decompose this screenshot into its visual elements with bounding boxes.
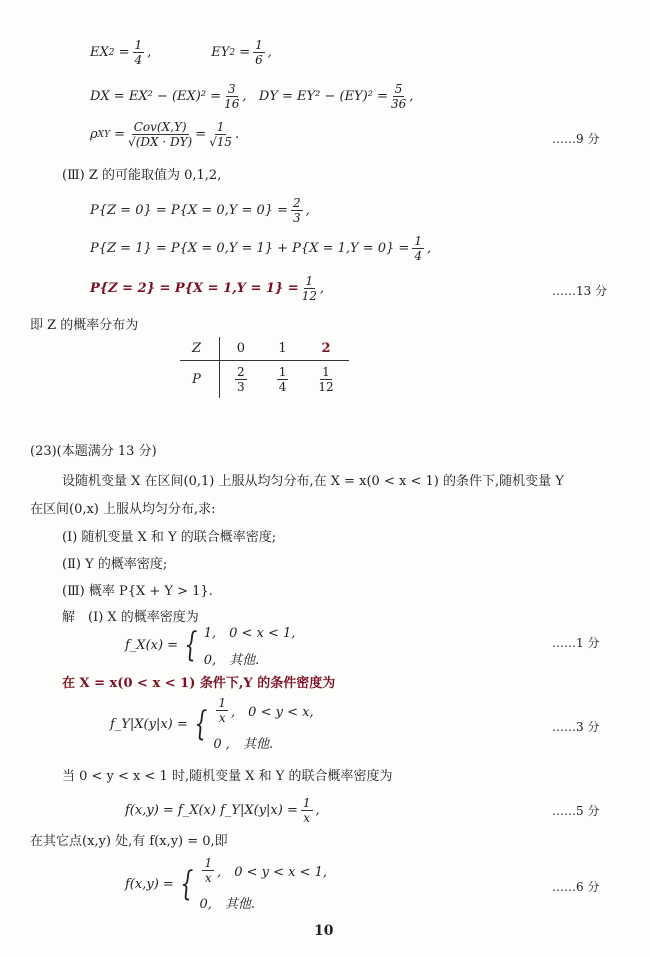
lhs: f_Y|X(y|x) = — [110, 716, 188, 732]
cell — [303, 361, 348, 399]
den: 3 — [237, 380, 245, 394]
score-9: ……9 分 — [552, 132, 600, 146]
case-1: 1, 0 < x < 1, — [203, 626, 296, 641]
num: 1 — [278, 365, 287, 379]
part3-intro: (Ⅲ) Z 的可能取值为 0,1,2, — [62, 168, 222, 183]
q23-heading: (23)(本题满分 13 分) — [30, 444, 157, 459]
distribution-intro: 即 Z 的概率分布为 — [30, 318, 139, 333]
num: 1 — [216, 120, 225, 134]
ex2-label: EX — [90, 45, 109, 60]
cell: 1 — [262, 337, 304, 361]
fraction — [412, 234, 424, 263]
p-z0: P{Z = 0} = P{X = 0,Y = 0} = $\frac{2}{3}$ , — [90, 196, 310, 225]
header-p: P — [180, 361, 220, 399]
fraction — [224, 82, 239, 111]
fraction — [133, 38, 145, 67]
num: 2 — [293, 196, 301, 210]
num: 1 — [305, 274, 314, 288]
num: 1 — [302, 796, 311, 810]
ey2-label: EY — [211, 45, 230, 60]
score-5: ……5 分 — [552, 804, 600, 818]
den: 4 — [134, 53, 143, 67]
expr: P{Z = 0} = P{X = 0,Y = 0} = — [90, 203, 289, 218]
joint-density: f(x,y) = f_X(x) f_Y|X(y|x) = $\frac{1}{x}$ , — [125, 796, 320, 825]
score-13: ……13 分 — [552, 284, 608, 298]
cell: 0 — [220, 337, 262, 361]
ex2-line: EX 2 = $\frac{1}{4}$ , EY 2 = $\frac{1}{6}$ , — [90, 38, 272, 67]
correlation-line: ρ XY = Cov(X,Y) √(DX · DY) = $\frac{1}{√15}$ . — [90, 120, 240, 149]
q23-item-3: (Ⅲ) 概率 P{X + Y > 1}. — [62, 584, 213, 599]
rho-sub: XY — [97, 129, 111, 140]
case-1: , 0 < y < x, — [231, 705, 314, 720]
page-number: 10 — [314, 923, 334, 939]
den: 16 — [224, 97, 240, 111]
solution-intro: 解 (Ⅰ) X 的概率密度为 — [62, 610, 199, 625]
den: x — [204, 871, 212, 885]
fyx-definition: f_Y|X(y|x) = { $\frac{1}{x}$ , 0 < y < x, 0 , 其他. — [110, 696, 314, 752]
cell — [262, 361, 304, 399]
score-6: ……6 分 — [552, 880, 600, 894]
den: 12 — [318, 380, 334, 394]
num: 1 — [255, 38, 263, 52]
case-2: 0, 其他. — [203, 653, 260, 668]
expr: f(x,y) = f_X(x) f_Y|X(y|x) = — [125, 803, 298, 818]
den: 4 — [278, 380, 287, 394]
fraction — [209, 120, 232, 149]
p-z2: P{Z = 2} = P{X = 1,Y = 1} = $\frac{1}{12}$ , — [90, 274, 325, 303]
variance-line: DX = EX² − (EX)² = $\frac{3}{16}$ , DY = EY² − (EY)² = $\frac{5}{36}$ , — [90, 82, 414, 111]
fraction — [302, 274, 317, 303]
den: x — [218, 711, 226, 725]
score-1: ……1 分 — [552, 636, 600, 650]
den: 12 — [301, 289, 317, 303]
cell — [220, 361, 262, 399]
den: 3 — [293, 211, 301, 225]
dy-expr: DY = EY² − (EY)² = — [258, 89, 388, 104]
num: 1 — [414, 234, 422, 248]
p-z1: P{Z = 1} = P{X = 0,Y = 1} + P{X = 1,Y = 0} = $\frac{1}{4}$ , — [90, 234, 432, 263]
den: 4 — [414, 249, 422, 263]
num: 1 — [204, 856, 213, 870]
final-density: f(x,y) = { $\frac{1}{x}$ , 0 < y < x < 1, 0, 其他. — [125, 856, 328, 912]
fraction — [253, 38, 265, 67]
else-intro: 在其它点(x,y) 处,有 f(x,y) = 0,即 — [30, 834, 228, 849]
fraction — [128, 120, 192, 149]
num: 2 — [237, 365, 245, 379]
num: 1 — [322, 365, 330, 379]
den: x — [303, 811, 311, 825]
lhs: f_X(x) = — [125, 637, 179, 653]
num: 1 — [134, 38, 143, 52]
den: √(DX · DY) — [128, 135, 193, 149]
den: 6 — [255, 53, 263, 67]
case-1: , 0 < y < x < 1, — [217, 865, 328, 880]
num: 1 — [218, 696, 227, 710]
conditional-intro: 在 X = x(0 < x < 1) 条件下,Y 的条件密度为 — [62, 676, 336, 691]
q23-item-1: (Ⅰ) 随机变量 X 和 Y 的联合概率密度; — [62, 530, 277, 545]
den: √15 — [209, 135, 233, 149]
q23-item-2: (Ⅱ) Y 的概率密度; — [62, 557, 168, 572]
den: 36 — [390, 97, 407, 111]
fraction — [291, 196, 303, 225]
dx-expr: DX = EX² − (EX)² = — [90, 89, 222, 104]
fraction — [391, 82, 406, 111]
num: Cov(X,Y) — [133, 120, 187, 134]
q23-statement-1: 设随机变量 X 在区间(0,1) 上服从均匀分布,在 X = x(0 < x < 1) 的条件下,随机变量 Y — [62, 474, 564, 489]
case-2: 0, 其他. — [199, 897, 255, 912]
num: 5 — [394, 82, 403, 96]
header-z: Z — [180, 337, 220, 361]
expr: P{Z = 1} = P{X = 0,Y = 1} + P{X = 1,Y = 0} = — [90, 241, 410, 256]
case-2: 0 , 其他. — [213, 737, 274, 752]
rho: ρ — [90, 127, 98, 142]
q23-statement-2: 在区间(0,x) 上服从均匀分布,求: — [30, 502, 216, 517]
fx-definition: f_X(x) = { 1, 0 < x < 1, 0, 其他. — [125, 622, 295, 668]
num: 3 — [227, 82, 236, 96]
distribution-table — [180, 337, 349, 398]
joint-intro: 当 0 < y < x < 1 时,随机变量 X 和 Y 的联合概率密度为 — [62, 769, 393, 784]
expr: P{Z = 2} = P{X = 1,Y = 1} = — [90, 281, 299, 296]
lhs: f(x,y) = — [125, 876, 174, 892]
score-3: ……3 分 — [552, 720, 600, 734]
cell: 2 — [303, 337, 348, 361]
